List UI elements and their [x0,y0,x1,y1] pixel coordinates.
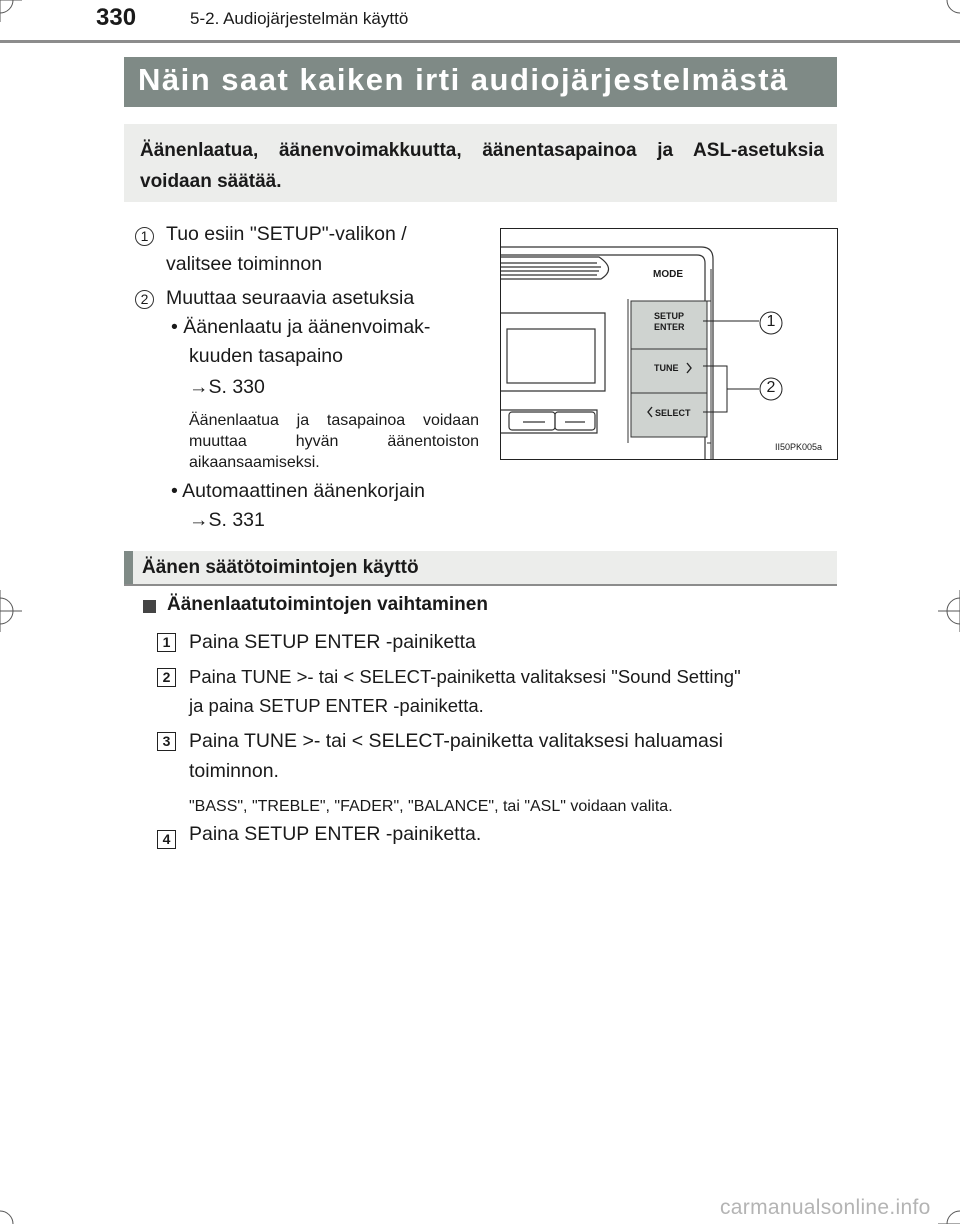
step-number: 4 [157,830,176,849]
bullet-1-line2: kuuden tasapaino [189,345,343,367]
right-button [555,412,595,430]
watermark: carmanualsonline.info [720,1196,931,1219]
intro-box [124,124,837,202]
cd-slot [501,257,609,279]
section-heading-bar [124,551,837,586]
step-number: 2 [157,668,176,687]
intro-text: Äänenlaatua, äänenvoimakkuutta, äänentasapainoa ja ASL-asetuksia voidaan säätää. [140,140,824,192]
square-bullet-icon [143,600,156,613]
step-number: 1 [157,633,176,652]
callout-number-2: 2 [135,290,154,309]
bullet-1-line1: • Äänenlaatu ja äänenvoimak- [171,316,431,338]
section-heading: Äänen säätötoimintojen käyttö [142,557,419,578]
step-3-line1: Paina TUNE >- tai < SELECT-painiketta valitaksesi haluamasi [189,730,723,752]
page-number: 330 [96,4,137,31]
step-2-line2: ja paina SETUP ENTER -painiketta. [189,695,484,716]
audio-panel-drawing [501,229,837,459]
callout-1-line1: Tuo esiin "SETUP"-valikon / [166,223,407,245]
setup-label-line2: ENTER [654,322,685,332]
step-number: 3 [157,732,176,751]
mode-label: MODE [653,269,683,280]
audio-panel-figure [500,228,838,460]
figure-code: II50PK005a [775,442,823,452]
bullet-1-reference: →S. 330 [189,376,265,398]
step-2-line1: Paina TUNE >- tai < SELECT-painiketta valitaksesi "Sound Setting" [189,666,741,687]
section-title-bar [124,57,837,107]
step-3-note: "BASS", "TREBLE", "FADER", "BALANCE", tai "ASL" voidaan valita. [189,798,673,815]
callout-number-1: 1 [135,227,154,246]
running-head: 5-2. Audiojärjestelmän käyttö [190,9,409,28]
tune-label: TUNE [654,363,679,373]
left-button [509,412,555,430]
bullet-2-text: • Automaattinen äänenkorjain [171,480,426,502]
display-screen [507,329,595,383]
page-title: Näin saat kaiken irti audiojärjestelmästä [138,62,789,97]
bullet-2-reference: →S. 331 [189,509,265,531]
callout-2-text: Muuttaa seuraavia asetuksia [166,287,415,309]
display-frame [501,313,605,391]
step-3-line2: toiminnon. [189,760,279,782]
bullet-1-note: Äänenlaatua ja tasapainoa voidaan muuttaa hyvän äänentoiston aikaansaamiseksi. [189,412,479,471]
figure-callout-1: 1 [766,313,776,330]
setup-label-line1: SETUP [654,311,685,321]
step-4-text: Paina SETUP ENTER -painiketta. [189,823,482,845]
section-accent [124,551,133,584]
select-label: SELECT [655,408,691,418]
figure-callout-2: 2 [766,379,776,396]
subheading: Äänenlaatutoimintojen vaihtaminen [167,594,488,615]
callout-1-line2: valitsee toiminnon [166,253,323,275]
step-1-text: Paina SETUP ENTER -painiketta [189,631,476,653]
